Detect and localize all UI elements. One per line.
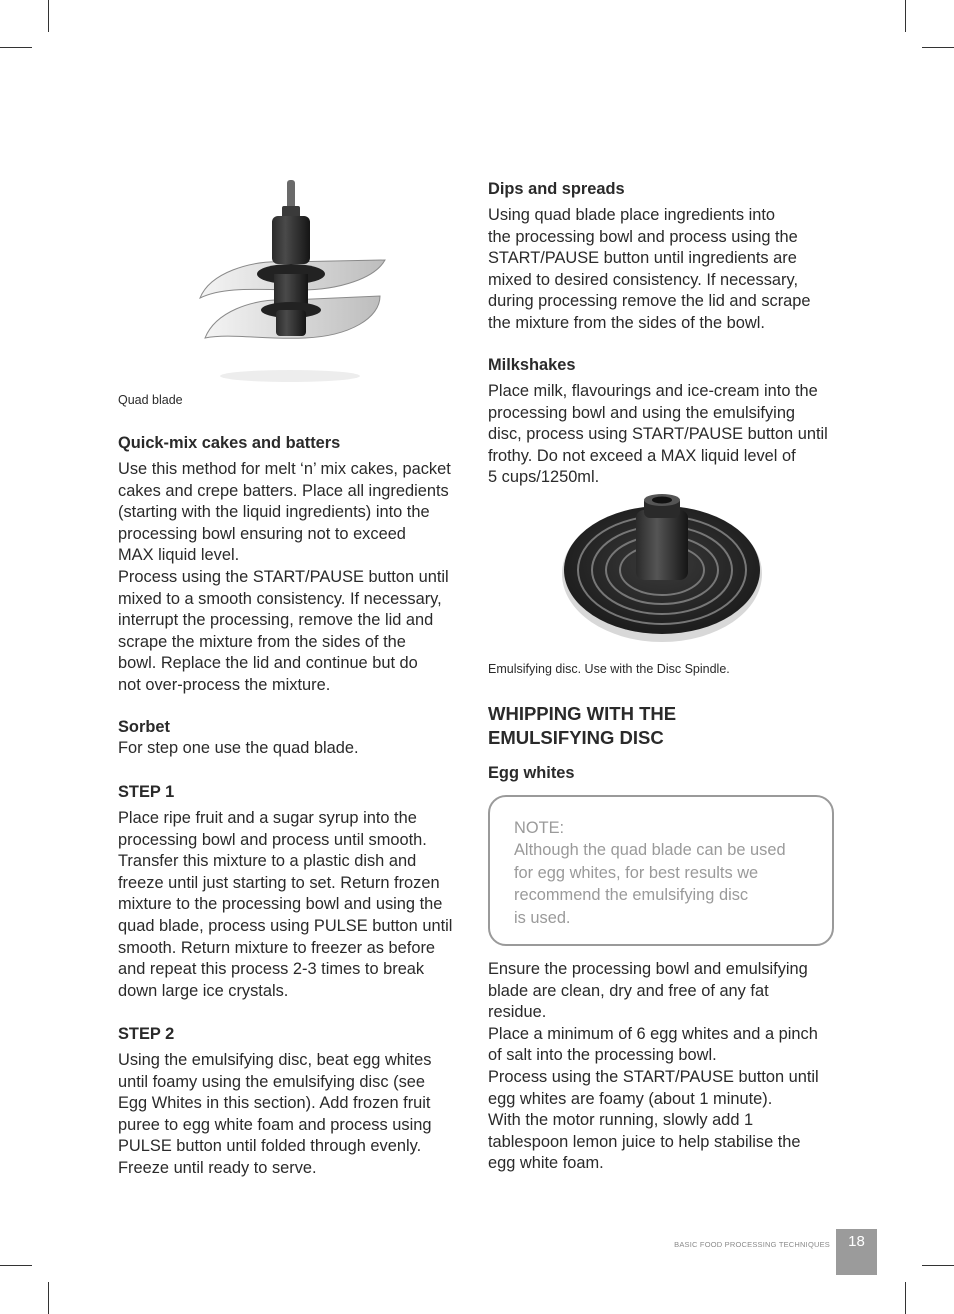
text-line: processing bowl and using the emulsifying xyxy=(488,403,796,422)
text-line: Process using the START/PAUSE button until xyxy=(118,567,449,586)
text-line: processing bowl ensuring not to exceed xyxy=(118,524,406,543)
text-line: With the motor running, slowly add 1 xyxy=(488,1111,754,1130)
crop-mark xyxy=(48,0,49,32)
dips-heading: Dips and spreads xyxy=(488,180,625,198)
crop-mark xyxy=(905,0,906,32)
crop-mark xyxy=(922,47,954,48)
text-line: START/PAUSE button until ingredients are xyxy=(488,249,797,268)
text-line: mixed to desired consistency. If necessary, xyxy=(488,270,799,289)
text-line: PULSE button until folded through evenly. xyxy=(118,1137,422,1156)
egg-whites-text xyxy=(488,959,848,1175)
text-line: tablespoon lemon juice to help stabilise the xyxy=(488,1132,801,1151)
text-line: Using quad blade place ingredients into xyxy=(488,206,776,224)
quad-blade-caption: Quad blade xyxy=(118,393,183,407)
crop-mark xyxy=(48,1282,49,1314)
quad-blade-image xyxy=(190,178,400,383)
crop-mark xyxy=(922,1265,954,1266)
disc-caption: Emulsifying disc. Use with the Disc Spindle. xyxy=(488,662,730,676)
step2-heading: STEP 2 xyxy=(118,1025,175,1043)
text-line: Ensure the processing bowl and emulsifying xyxy=(488,960,808,978)
text-line: Use this method for melt ‘n’ mix cakes, packet xyxy=(118,460,451,478)
text-line: down large ice crystals. xyxy=(118,981,289,1000)
egg-whites-heading: Egg whites xyxy=(488,764,575,782)
step1-heading: STEP 1 xyxy=(118,783,175,801)
text-line: until foamy using the emulsifying disc (see xyxy=(118,1072,426,1091)
note-line: Although the quad blade can be used xyxy=(514,841,786,860)
text-line: egg white foam. xyxy=(488,1154,604,1173)
text-line: mixture to the processing bowl and using the xyxy=(118,895,443,914)
text-line: puree to egg white foam and process using xyxy=(118,1115,432,1134)
text-line: 5 cups/1250ml. xyxy=(488,468,600,487)
text-line: Transfer this mixture to a plastic dish and xyxy=(118,852,417,871)
text-line: (starting with the liquid ingredients) into the xyxy=(118,503,430,522)
text-line: blade are clean, dry and free of any fat xyxy=(488,981,769,1000)
text-line: smooth. Return mixture to freezer as before xyxy=(118,938,436,957)
text-line: of salt into the processing bowl. xyxy=(488,1046,717,1065)
sorbet-heading: Sorbet xyxy=(118,718,170,736)
sorbet-text: For step one use the quad blade. xyxy=(118,739,359,757)
milkshakes-text xyxy=(488,381,848,489)
text-line: Egg Whites in this section). Add frozen fruit xyxy=(118,1094,431,1113)
text-line: during processing remove the lid and scrape xyxy=(488,292,811,311)
page-number: 18 xyxy=(836,1229,877,1275)
text-line: scrape the mixture from the sides of the xyxy=(118,632,406,651)
text-line: Place milk, flavourings and ice-cream into the xyxy=(488,382,818,400)
dips-text xyxy=(488,205,848,335)
text-line: egg whites are foamy (about 1 minute). xyxy=(488,1089,773,1108)
text-line: processing bowl and process until smooth. xyxy=(118,830,427,849)
quick-mix-text xyxy=(118,459,478,697)
text-line: and repeat this process 2-3 times to break xyxy=(118,960,425,979)
whipping-section-title xyxy=(488,702,676,750)
footer-section-label: BASIC FOOD PROCESSING TECHNIQUES xyxy=(674,1240,830,1249)
text-line: residue. xyxy=(488,1003,547,1022)
text-line: Freeze until ready to serve. xyxy=(118,1158,317,1177)
title-line: EMULSIFYING DISC xyxy=(488,727,664,748)
text-line: disc, process using START/PAUSE button until xyxy=(488,425,828,444)
text-line: Place ripe fruit and a sugar syrup into the xyxy=(118,809,417,827)
note-line: recommend the emulsifying disc xyxy=(514,886,749,905)
text-line: not over-process the mixture. xyxy=(118,675,331,694)
note-content xyxy=(514,817,786,929)
text-line: bowl. Replace the lid and continue but do xyxy=(118,654,418,673)
text-line: Place a minimum of 6 egg whites and a pinch xyxy=(488,1024,818,1043)
text-line: Using the emulsifying disc, beat egg whites xyxy=(118,1051,432,1069)
title-line: WHIPPING WITH THE xyxy=(488,703,677,724)
text-line: mixed to a smooth consistency. If necessary, xyxy=(118,589,442,608)
text-line: freeze until just starting to set. Return frozen xyxy=(118,873,440,892)
step1-text xyxy=(118,808,478,1002)
note-box xyxy=(488,795,834,946)
text-line: the processing bowl and process using the xyxy=(488,227,798,246)
note-line: for egg whites, for best results we xyxy=(514,863,759,882)
step2-text xyxy=(118,1050,478,1180)
text-line: quad blade, process using PULSE button until xyxy=(118,916,453,935)
text-line: MAX liquid level. xyxy=(118,546,240,565)
quick-mix-heading: Quick-mix cakes and batters xyxy=(118,434,341,452)
milkshakes-heading: Milkshakes xyxy=(488,356,576,374)
crop-mark xyxy=(905,1282,906,1314)
text-line: the mixture from the sides of the bowl. xyxy=(488,313,765,332)
text-line: frothy. Do not exceed a MAX liquid level of xyxy=(488,446,796,465)
emulsifying-disc-image xyxy=(558,490,768,650)
text-line: cakes and crepe batters. Place all ingredients xyxy=(118,481,449,500)
crop-mark xyxy=(0,47,32,48)
crop-mark xyxy=(0,1265,32,1266)
note-label: NOTE: xyxy=(514,819,565,837)
text-line: interrupt the processing, remove the lid and xyxy=(118,611,434,630)
text-line: Process using the START/PAUSE button until xyxy=(488,1067,819,1086)
note-line: is used. xyxy=(514,908,571,927)
